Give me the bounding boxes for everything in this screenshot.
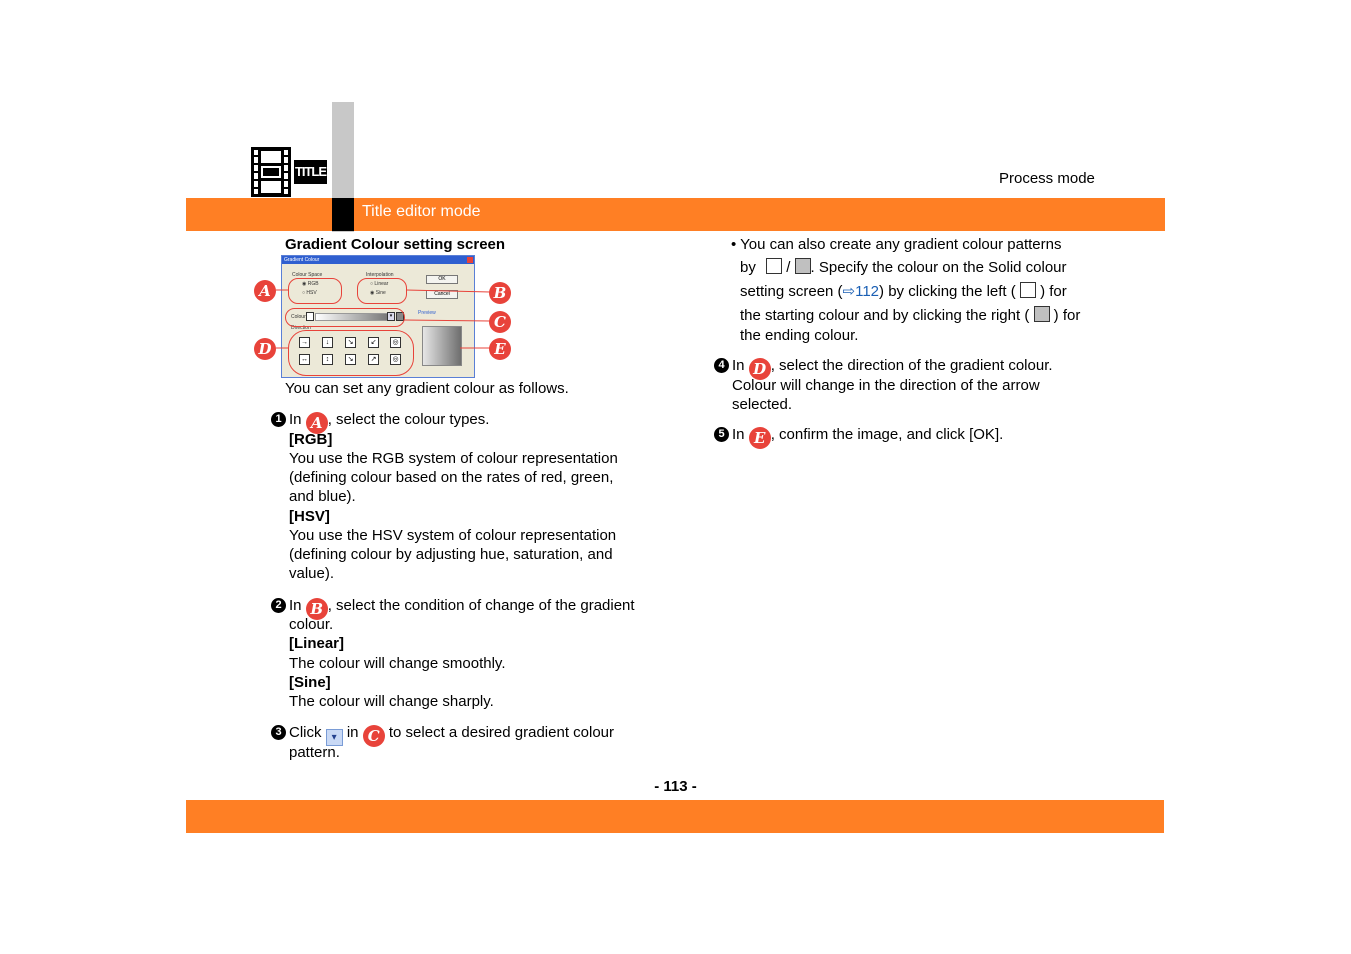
bullet-line-3: setting screen (⇨112) by clicking the left ( ) for (740, 283, 1067, 300)
rgb-desc-3: and blue). (289, 488, 356, 505)
dir-right-icon: → (301, 339, 308, 346)
linear-desc: The colour will change smoothly. (289, 655, 506, 672)
step4-line-2: Colour will change in the direction of the arrow (732, 377, 1040, 394)
badge-e-icon: E (749, 427, 771, 449)
step-number: 1 (271, 412, 286, 427)
dialog-title: Gradient Colour (284, 257, 320, 263)
page-title: Title editor mode (362, 203, 481, 220)
section-heading: Gradient Colour setting screen (285, 236, 506, 253)
step-number: 4 (714, 358, 729, 373)
colour-label: Colour (291, 314, 306, 320)
step5-line: In E , confirm the image, and click [OK]. (732, 426, 1004, 447)
dir-radial-icon: ◎ (390, 337, 401, 348)
title-icon: TITLE (294, 160, 327, 184)
linear-heading: [Linear] (289, 635, 345, 652)
sine-option: ◉ Sine (370, 290, 386, 296)
hsv-desc-2: (defining colour by adjusting hue, saturation, and (289, 546, 613, 563)
film-icon (251, 147, 291, 197)
step2-line: In B , select the condition of change of the gradient (289, 597, 635, 618)
rgb-heading: [RGB] (289, 431, 333, 448)
dir-diag-up-icon: ↙ (368, 337, 379, 348)
dir-down-icon: ↓ (322, 337, 333, 348)
hsv-desc-1: You use the HSV system of colour representation (289, 527, 617, 544)
sine-desc: The colour will change sharply. (289, 693, 494, 710)
step1-line: In A , select the colour types. (289, 411, 490, 432)
preview-label: Preview (418, 310, 436, 316)
colour-space-label: Colour Space (292, 272, 323, 278)
bullet-line-5: the ending colour. (740, 327, 859, 344)
sine-heading: [Sine] (289, 674, 331, 691)
gray-swatch-icon (795, 258, 811, 274)
rgb-desc-2: (defining colour based on the rates of red, green, (289, 469, 614, 486)
dir-diag-down-icon: ↘ (345, 337, 356, 348)
step3-line: Click ▾ in C to select a desired gradient colour (289, 724, 615, 745)
dir-horizontal-both-icon: ↔ (301, 356, 308, 363)
dir-diag-both-icon: ↘ (345, 354, 356, 365)
dropdown-icon: ▾ (387, 312, 395, 321)
badge-c-icon: C (363, 725, 385, 747)
linear-option: ○ Linear (370, 281, 389, 287)
badge-e-icon: E (489, 338, 511, 360)
bullet-line-4: the starting colour and by clicking the right ( ) for (740, 307, 1081, 324)
hsv-option: ○ HSV (302, 290, 317, 296)
rgb-option: ◉ RGB (302, 281, 319, 287)
white-swatch-icon (1020, 282, 1036, 298)
step2-line-2: colour. (289, 616, 334, 633)
step-number: 3 (271, 725, 286, 740)
header-black-block (332, 198, 354, 231)
step4-line-3: selected. (732, 396, 793, 413)
footer-bar (186, 800, 1164, 833)
bullet-line-1: • You can also create any gradient colour patterns (731, 236, 1062, 253)
dropdown-icon: ▾ (326, 729, 343, 746)
badge-a-icon: A (306, 412, 328, 434)
hsv-desc-3: value). (289, 565, 335, 582)
direction-label: Direction (291, 325, 311, 331)
dialog-ok-button: OK (426, 275, 458, 284)
badge-d-icon: D (749, 358, 771, 380)
step4-line: In D , select the direction of the gradient colour. (732, 357, 1053, 378)
badge-d-icon: D (254, 338, 276, 360)
rgb-desc-1: You use the RGB system of colour representation (289, 450, 618, 467)
step-number: 2 (271, 598, 286, 613)
section-label: Process mode (999, 170, 1095, 187)
dir-diag-both-2-icon: ↗ (368, 354, 379, 365)
bullet-line-2: by / . Specify the colour on the Solid colour (740, 259, 1067, 276)
step3-line-2: pattern. (289, 744, 340, 761)
interpolation-label: Interpolation (366, 272, 394, 278)
badge-a-icon: A (254, 280, 276, 302)
hsv-heading: [HSV] (289, 508, 330, 525)
white-swatch-icon (766, 258, 782, 274)
dir-radial-2-icon: ◎ (390, 354, 401, 365)
page-number: - 113 - (654, 778, 697, 795)
badge-c-icon: C (489, 311, 511, 333)
page-link[interactable]: ⇨112 (842, 283, 880, 300)
dialog-cancel-button: Cancel (426, 290, 458, 299)
badge-b-icon: B (306, 598, 328, 620)
step-number: 5 (714, 427, 729, 442)
dir-vertical-both-icon: ↕ (322, 354, 333, 365)
leader-lines (250, 250, 520, 380)
badge-b-icon: B (489, 282, 511, 304)
intro-text: You can set any gradient colour as follows. (285, 380, 569, 397)
gray-swatch-icon (1034, 306, 1050, 322)
